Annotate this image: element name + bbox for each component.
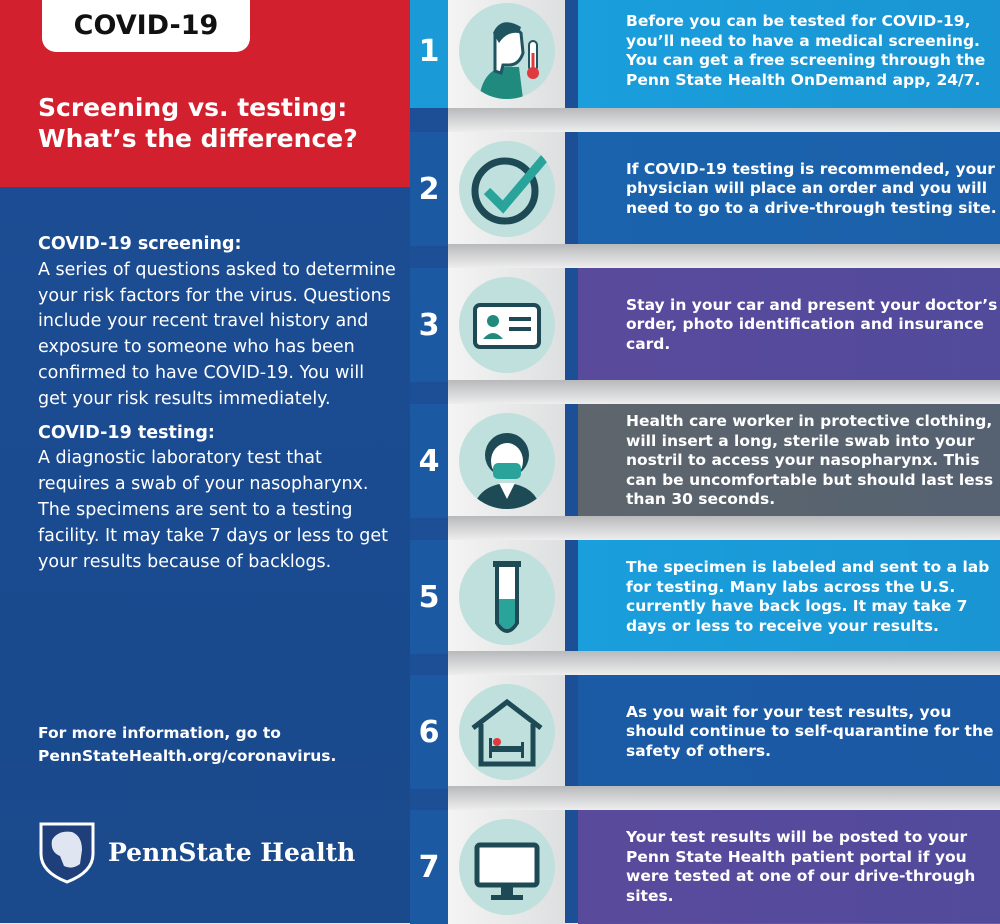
row-divider-shadow	[448, 516, 1000, 540]
test-tube-icon	[459, 549, 555, 645]
headline	[38, 92, 398, 154]
shield-lion-icon	[38, 820, 96, 884]
more-info	[38, 722, 336, 768]
step-text-panel	[578, 404, 1000, 518]
row-divider-shadow	[448, 108, 1000, 132]
step-number: 6	[410, 675, 448, 789]
step-row	[410, 675, 1000, 789]
headline-line-2: What’s the difference?	[38, 124, 358, 153]
definitions	[38, 232, 398, 583]
step-row	[410, 132, 1000, 246]
step-text: Health care worker in protective clothing, will insert a long, sterile swab into your nostril to access your nasopharynx. This can be uncomfortable but should last less than 30 seconds.	[626, 412, 994, 509]
row-divider-shadow	[448, 786, 1000, 810]
step-text: As you wait for your test results, you should continue to self-quarantine for the safety of others.	[626, 702, 994, 760]
step-text: Your test results will be posted to your Penn State Health patient portal if you were tested at one of our drive-through sites.	[626, 828, 976, 905]
step-number: 4	[410, 404, 448, 518]
logo-text: PennState Health	[108, 837, 356, 867]
house-quarantine-icon	[459, 684, 555, 780]
row-divider-shadow	[448, 380, 1000, 404]
step-icon-panel	[448, 675, 565, 789]
step-text-panel	[578, 132, 1000, 246]
step-text-panel	[578, 810, 1000, 924]
penn-state-health-logo	[38, 820, 355, 884]
testing-text: A diagnostic laboratory test that requires a swab of your nasopharynx. The specimens are sent to a testing facility. It may take 7 days or less to get your results because of backlogs.	[38, 448, 388, 572]
row-divider-shadow	[448, 244, 1000, 268]
step-icon-panel	[448, 404, 565, 518]
step-text: Before you can be tested for COVID-19, you’ll need to have a medical screening. You can get a free screening through the Penn State Health OnDemand app, 24/7.	[626, 12, 986, 89]
step-text: The specimen is labeled and sent to a lab for testing. Many labs across the U.S. currently have back logs. It may take 7 days or less to receive your results.	[626, 558, 990, 635]
step-text: If COVID-19 testing is recommended, your physician will place an order and you will need to go to a drive-through testing site.	[626, 159, 997, 217]
step-number: 3	[410, 268, 448, 382]
headline-line-1: Screening vs. testing:	[38, 93, 348, 122]
step-text-panel	[578, 540, 1000, 654]
left-panel	[0, 0, 410, 923]
screening-text: A series of questions asked to determine your risk factors for the virus. Questions include your recent travel history and exposure to someone who has been confirmed to have COVID-19. You will get your risk results immediately.	[38, 259, 396, 409]
sick-person-thermometer-icon	[459, 3, 555, 99]
row-divider-shadow	[448, 651, 1000, 675]
id-card-icon	[459, 277, 555, 373]
step-text: Stay in your car and present your doctor’s order, photo identification and insurance card.	[626, 295, 998, 353]
header-band	[0, 0, 410, 187]
steps-panel	[410, 0, 1000, 923]
screening-title: COVID-19 screening:	[38, 234, 242, 254]
covid-tag: COVID-19	[42, 0, 250, 52]
step-number: 2	[410, 132, 448, 246]
step-icon-panel	[448, 268, 565, 382]
step-row	[410, 268, 1000, 382]
step-icon-panel	[448, 132, 565, 246]
step-number: 1	[410, 0, 448, 108]
step-row	[410, 810, 1000, 924]
computer-monitor-icon	[459, 819, 555, 915]
checkmark-icon	[459, 141, 555, 237]
step-row	[410, 540, 1000, 654]
more-info-link[interactable]: PennStateHealth.org/coronavirus.	[38, 747, 337, 765]
health-worker-mask-icon	[459, 413, 555, 509]
step-icon-panel	[448, 810, 565, 924]
step-icon-panel	[448, 0, 565, 108]
step-text-panel	[578, 675, 1000, 789]
step-text-panel	[578, 268, 1000, 382]
more-info-text: For more information, go to	[38, 724, 281, 742]
step-number: 7	[410, 810, 448, 924]
step-number: 5	[410, 540, 448, 654]
step-text-panel	[578, 0, 1000, 108]
step-row	[410, 404, 1000, 518]
testing-title: COVID-19 testing:	[38, 422, 215, 443]
step-row	[410, 0, 1000, 108]
step-icon-panel	[448, 540, 565, 654]
